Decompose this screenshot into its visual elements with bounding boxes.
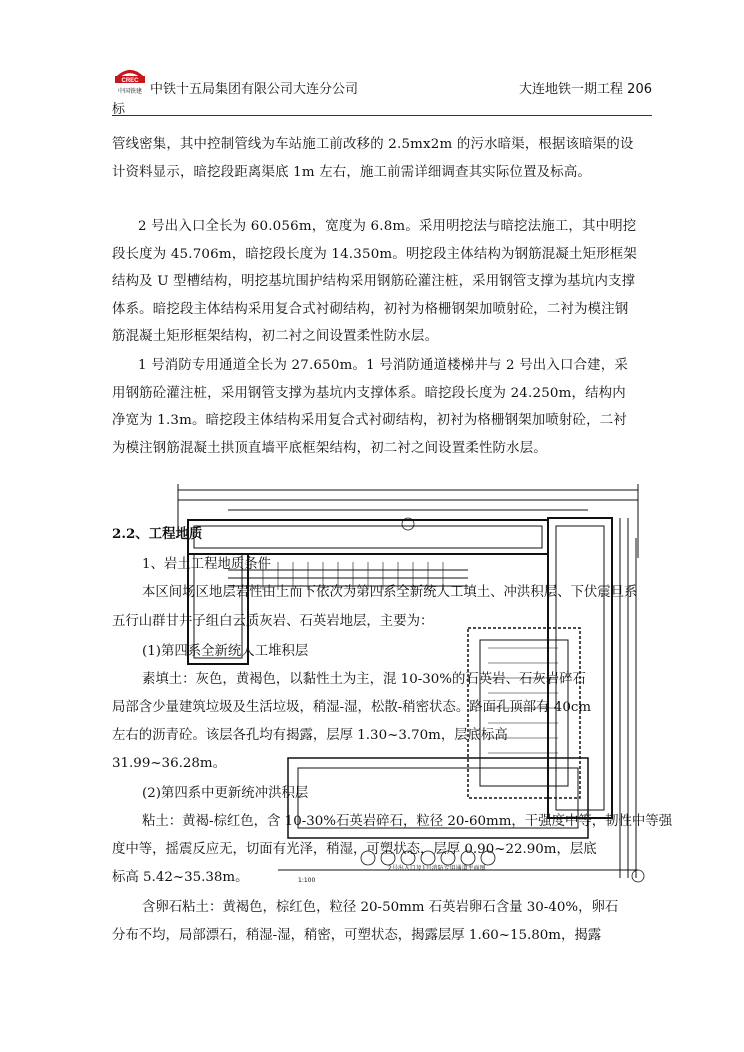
layer-heading-2: (2)第四系中更新统冲洪积层 [142,786,309,801]
geology-line-1: 本区间场区地层岩性由上而下依次为第四系全新统人工填土、冲洪积层、下伏震旦系 [142,585,638,600]
paragraph-2: 2 号出入口全长为 60.056m，宽度为 6.8m。采用明挖法与暗挖法施工，其中明挖段长度为 45.706m，暗挖段长度为 14.350m。明挖段主体结构为钢筋混凝土矩形框架结构及 U 型槽结构，明挖基坑围护结构采用钢筋砼灌注桩，采用钢管支撑为基坑内支撑体系。暗挖段主体结构采用复合式衬砌结构，初衬为格栅钢架加喷射砼，二衬为模注钢筋混凝土矩形框架结构，初二衬之间设置柔性防水层。 [112,219,637,344]
geology-line-9: 粘土：黄褐-棕红色，含 10-30%石英岩碎石，粒径 20-60mm，干强度中等，韧性中等强 [142,814,673,829]
company-logo [112,66,148,96]
drawing-title: 2号出入口及1号消防专用通道平面图 [388,865,486,872]
paragraph-1: 管线密集，其中控制管线为车站施工前改移的 2.5mx2m 的污水暗渠，根据该暗渠的设计资料显示，暗挖段距离渠底 1m 左右，施工前需详细调查其实际位置及标高。 [112,137,634,180]
section-heading-2-2: 2.2、工程地质 [112,526,203,542]
project-name-continued: 标 [112,102,126,117]
geology-line-11: 标高 5.42~35.38m。 [112,870,249,885]
svg-text:CREC: CREC [121,78,139,84]
geology-line-13: 分布不均，局部漂石，稍湿-湿，稍密，可塑状态，揭露层厚 1.60~15.80m，揭露 [112,928,602,943]
page-header [112,66,652,117]
svg-text:中国铁建: 中国铁建 [117,88,143,95]
geology-line-5: 局部含少量建筑垃圾及生活垃圾，稍湿-湿，松散-稍密状态。路面孔顶部有 40cm [112,700,592,715]
geology-line-10: 度中等，摇震反应无，切面有光泽，稍湿，可塑状态，层厚 0.90~22.90m，层底 [112,842,597,857]
geology-line-6: 左右的沥青砼。该层各孔均有揭露，层厚 1.30~3.70m，层底标高 [112,728,508,743]
drawing-scale: 1:100 [298,877,316,884]
layer-heading-1: (1)第四系全新统人工堆积层 [142,644,309,659]
paragraph-3: 1 号消防专用通道全长为 27.650m。1 号消防通道楼梯井与 2 号出入口合建，采用钢筋砼灌注桩，采用钢管支撑为基坑内支撑体系。暗挖段长度为 24.250m，结构内净宽为 1.3m。暗挖段主体结构采用复合式衬砌结构，初衬为格栅钢架加喷射砼，二衬为模注钢筋混凝土拱顶直墙平底框架结构，初二衬之间设置柔性防水层。 [112,358,628,456]
geology-line-2: 五行山群甘井子组白云质灰岩、石英岩地层，主要为： [112,614,434,629]
company-name: 中铁十五局集团有限公司大连分公司 [150,82,359,97]
geology-line-12: 含卵石粘土：黄褐色，棕红色，粒径 20-50mm 石英岩卵石含量 30-40%，卵石 [142,900,619,915]
header-divider [112,115,652,116]
geology-line-7: 31.99~36.28m。 [112,756,226,771]
geology-line-4: 素填土：灰色，黄褐色，以黏性土为主，混 10-30%的石英岩、石灰岩碎石 [142,672,586,687]
subsection-heading: 1、岩土工程地质条件 [142,557,272,572]
project-name: 大连地铁一期工程 206 [519,82,652,97]
